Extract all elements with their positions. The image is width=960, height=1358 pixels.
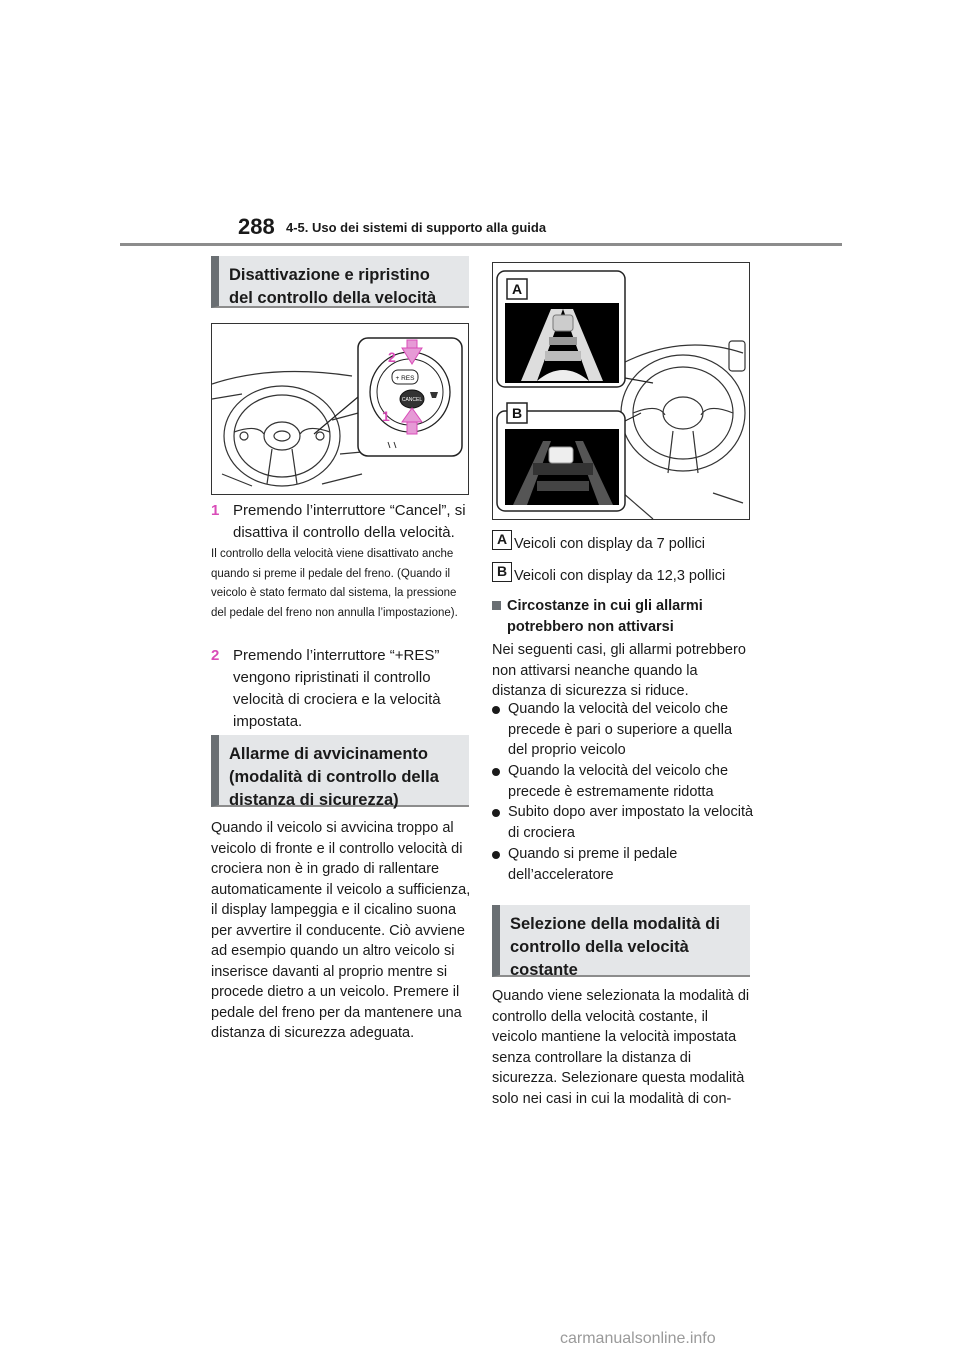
display-drawing [493, 263, 749, 519]
list-item-text: Quando si preme il pedale dell’acceleratore [508, 846, 678, 883]
step-2 [211, 645, 473, 733]
section-heading-text: Selezione della modalità di controllo della velocità costante [510, 915, 720, 979]
bullet-dot-icon [492, 706, 500, 714]
square-bullet-icon [492, 601, 501, 610]
step-1 [211, 500, 473, 544]
list-item-text: Quando la velocità del veicolo che precede è pari o superiore a quella del proprio veicolo [508, 701, 733, 758]
cancel-button-label: CANCEL [401, 397, 423, 403]
caption-a [492, 531, 754, 554]
list-item [492, 802, 754, 843]
subheading-text: Circostanze in cui gli allarmi potrebbero non attivarsi [507, 598, 703, 635]
watermark: carmanualsonline.info [560, 1330, 716, 1347]
bullet-dot-icon [492, 809, 500, 817]
list-item [492, 844, 754, 885]
callout-2: 2 [388, 349, 396, 365]
alarm-exceptions-intro: Nei seguenti casi, gli allarmi potrebbero non attivarsi neanche quando la distanza di sicurezza si riduce. [492, 642, 746, 699]
bullet-dot-icon [492, 851, 500, 859]
section-heading-constant-speed [492, 905, 750, 977]
callout-1: 1 [382, 408, 390, 424]
section-heading-disable-speed-control [211, 256, 469, 308]
list-item-text: Quando la velocità del veicolo che precede è estremamente ridotta [508, 763, 729, 800]
section-heading-text: Allarme di avvicinamento (modalità di controllo della distanza di sicurezza) [229, 745, 439, 809]
caption-letter: A [492, 530, 512, 550]
caption-b [492, 563, 754, 586]
steering-wheel-drawing [212, 324, 468, 494]
caption-text: Veicoli con display da 7 pollici [514, 536, 706, 552]
figure-label-b: B [511, 405, 523, 421]
brake-note: Il controllo della velocità viene disattivato anche quando si preme il pedale del freno. (Quando il veicolo è stato fermato dal sistema, la pressione del pedale del freno non annulla l’impostazione). [211, 548, 458, 619]
steering-switch-illustration [211, 323, 469, 495]
step-text: Premendo l’interruttore “Cancel”, si disattiva il controllo della velocità. [233, 502, 466, 541]
list-item [492, 699, 754, 761]
display-warning-illustration [492, 262, 750, 520]
section-heading-text: Disattivazione e ripristino del controllo della velocità [229, 266, 437, 307]
approach-warning-text: Quando il veicolo si avvicina troppo al veicolo di fronte e il controllo velocità di crociera non è in grado di rallentare automaticamente il veicolo a sufficienza, il display lampeggia e il cicalino suona per avvertire il conducente. Ciò avviene ad esempio quando un altro veicolo si inserisce davanti al proprio mentre si procede dietro a un veicolo. Premere il pedale del freno per da mantenere una distanza di sicurezza adeguata. [211, 820, 471, 1041]
page-number: 288 [238, 214, 275, 239]
constant-speed-text: Quando viene selezionata la modalità di controllo della velocità costante, il veicolo mantiene la velocità impostata senza controllare la distanza di sicurezza. Selezionare questa modalità solo nei casi in cui la modalità di con- [492, 988, 750, 1107]
chapter-title: 4-5. Uso dei sistemi di supporto alla guida [286, 220, 547, 235]
section-heading-approach-warning [211, 735, 469, 807]
step-number: 1 [211, 502, 220, 519]
res-button-label: + RES [395, 375, 415, 382]
caption-text: Veicoli con display da 12,3 pollici [514, 568, 726, 584]
figure-label-a: A [511, 281, 523, 297]
header-divider [120, 243, 842, 246]
bullet-dot-icon [492, 768, 500, 776]
step-text: Premendo l’interruttore “+RES” vengono ripristinati il controllo velocità di crociera e la velocità impostata. [233, 647, 441, 730]
caption-letter: B [492, 562, 512, 582]
list-item [492, 761, 754, 802]
alarm-exceptions-subheading [492, 596, 754, 637]
list-item-text: Subito dopo aver impostato la velocità di crociera [508, 804, 754, 841]
step-number: 2 [211, 647, 220, 664]
